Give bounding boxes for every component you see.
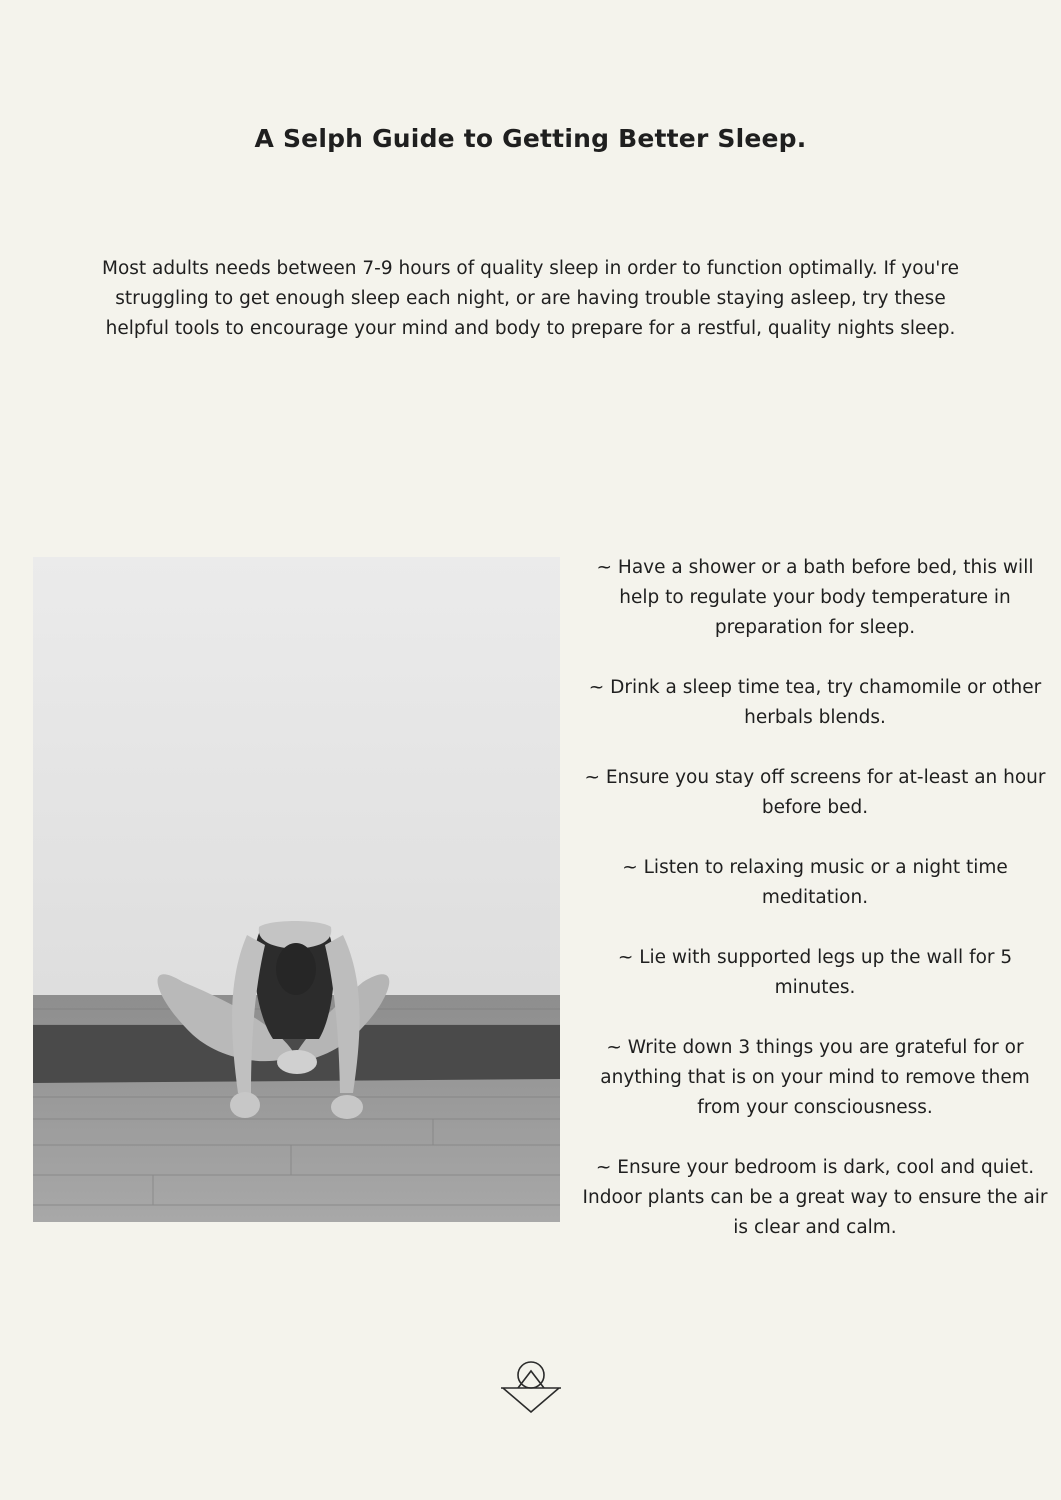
- yoga-photo-illustration: [33, 557, 560, 1222]
- intro-paragraph: Most adults needs between 7-9 hours of quality sleep in order to function optimally. If you're struggling to get enough sleep each night, or are having trouble staying asleep, try these helpful tools to encourage your mind and body to prepare for a restful, quality nights sleep.: [102, 258, 959, 339]
- tip-item: ~ Write down 3 things you are grateful for or anything that is on your mind to remove them from your consciousness.: [600, 1037, 1030, 1118]
- sleep-tips-list: [582, 553, 1048, 1273]
- selph-logo-icon: [500, 1355, 562, 1413]
- tip-item: ~ Drink a sleep time tea, try chamomile or other herbals blends.: [588, 677, 1042, 728]
- tip-item: ~ Ensure your bedroom is dark, cool and quiet. Indoor plants can be a great way to ensure the air is clear and calm.: [582, 1157, 1048, 1238]
- tip-item: ~ Lie with supported legs up the wall for 5 minutes.: [617, 947, 1013, 998]
- tip-item: ~ Have a shower or a bath before bed, this will help to regulate your body temperature in preparation for sleep.: [596, 557, 1034, 638]
- tip-item: ~ Ensure you stay off screens for at-least an hour before bed.: [584, 767, 1046, 818]
- page-title: A Selph Guide to Getting Better Sleep.: [254, 124, 807, 153]
- yoga-pose-photo: [33, 557, 560, 1222]
- tip-item: ~ Listen to relaxing music or a night time meditation.: [622, 857, 1008, 908]
